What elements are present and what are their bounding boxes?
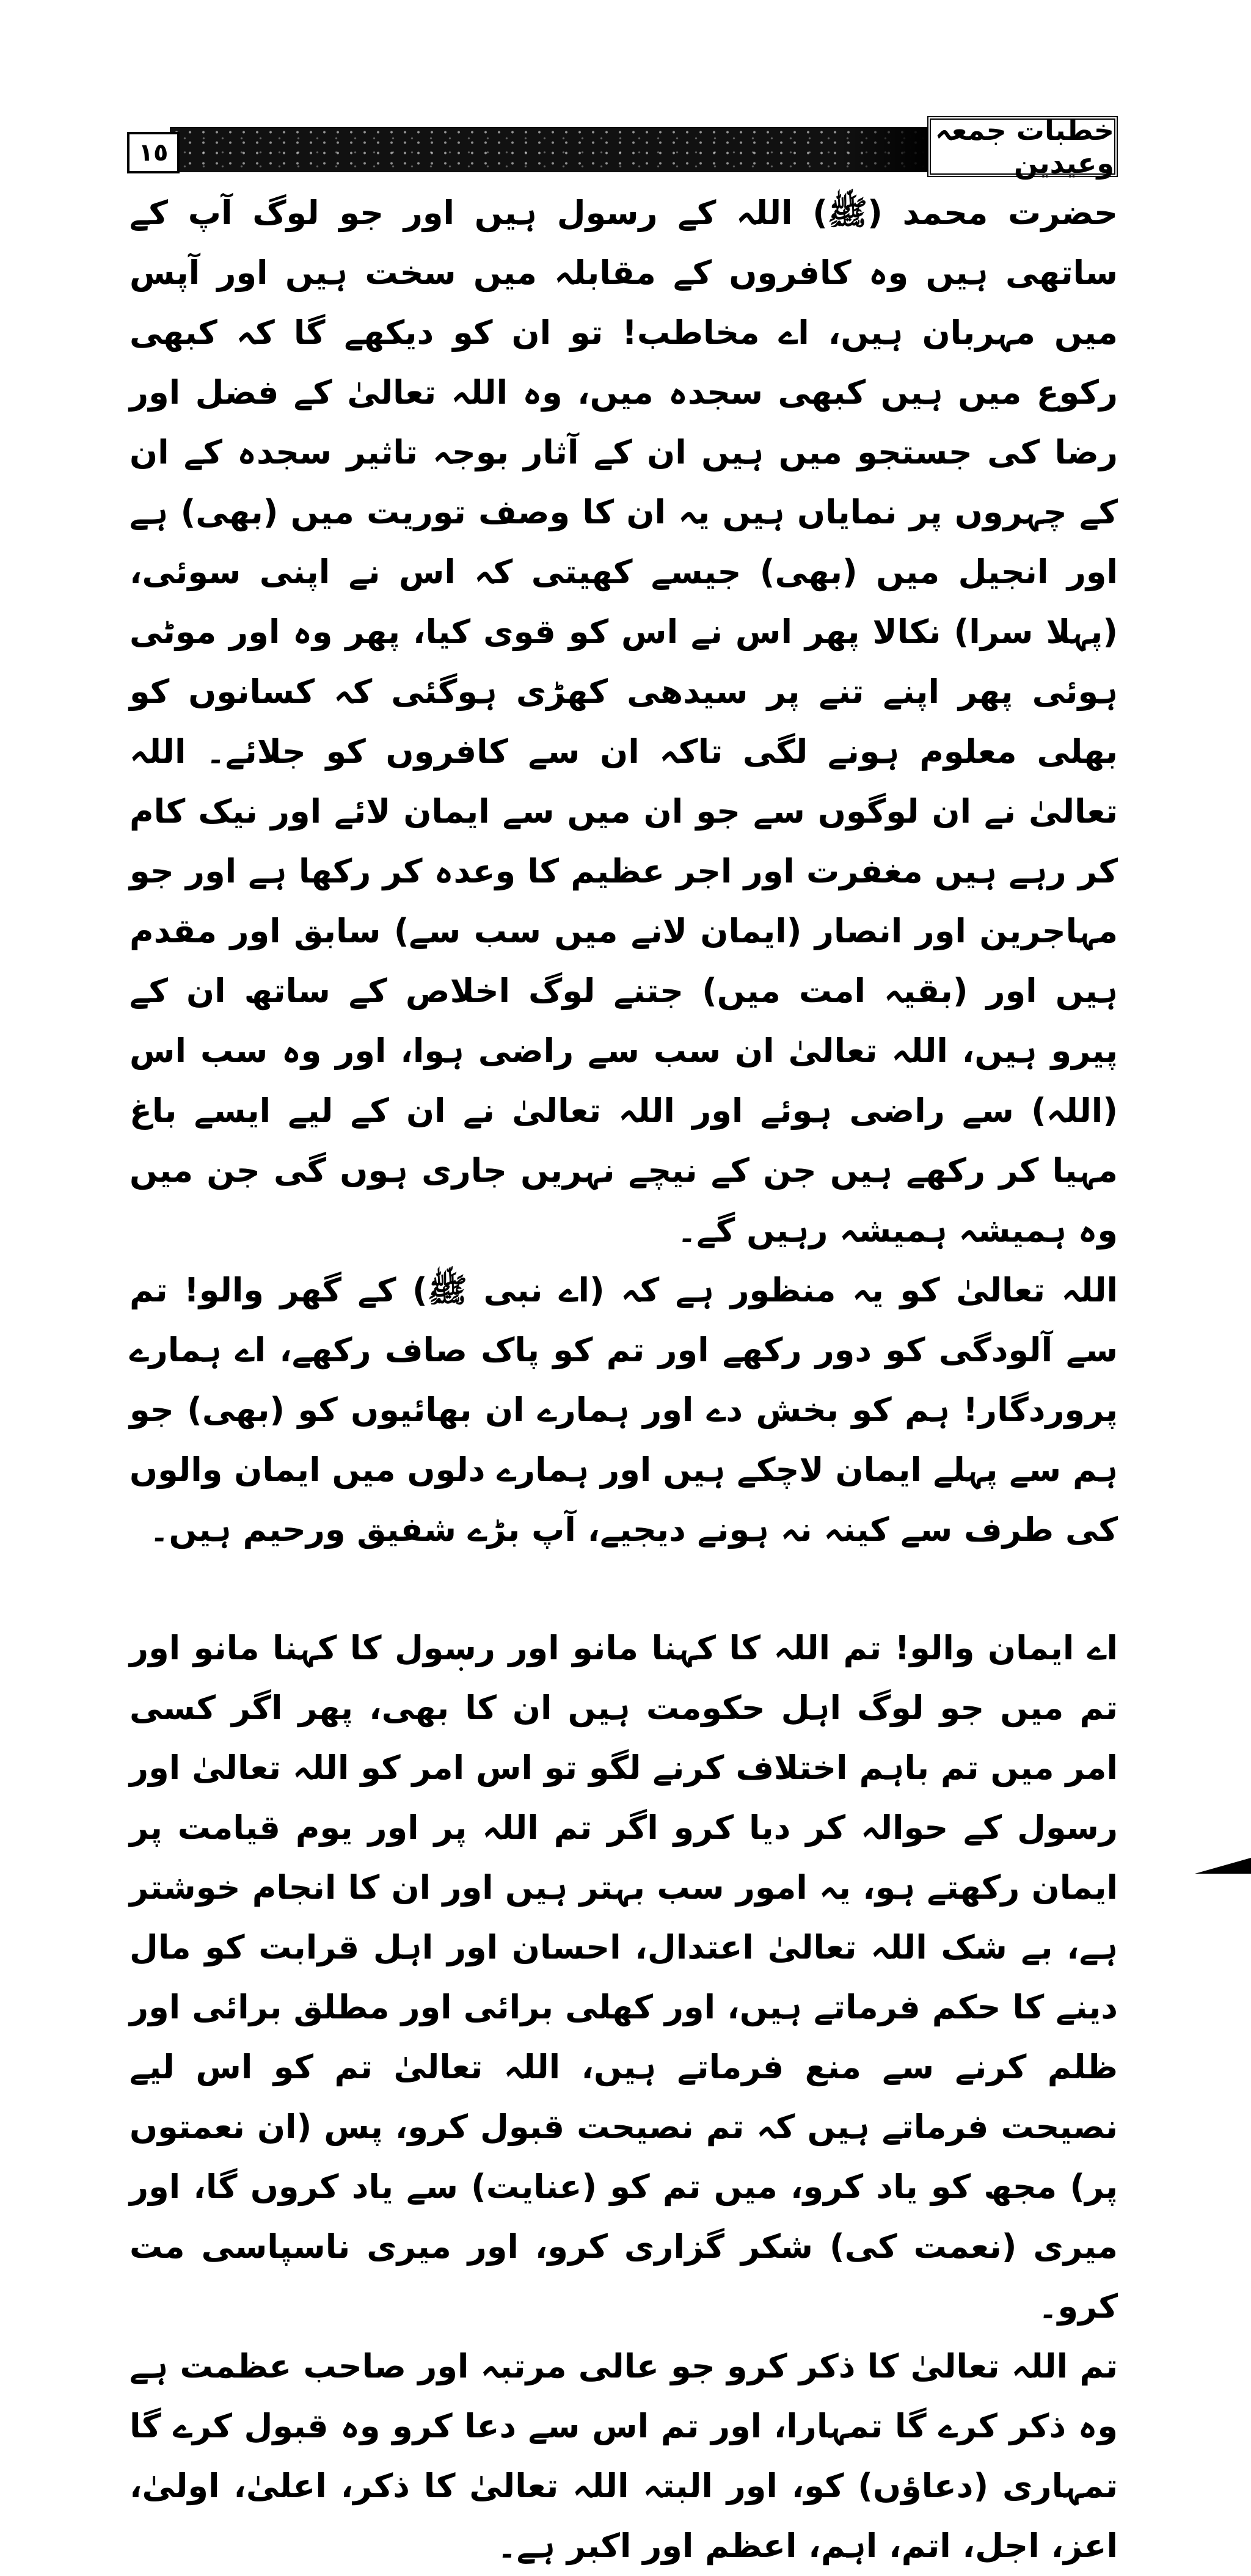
paragraph-3: اے ایمان والو! تم اللہ کا کہنا مانو اور رسول کا کہنا مانو اور تم میں جو لوگ اہل حکومت ہیں ان کا بھی، پھر اگر کسی امر میں تم باہم اختلاف کرنے لگو تو اس امر کو اللہ تعالیٰ اور رسول کے حوالہ کر دیا کرو اگر تم اللہ پر اور یوم قیامت پر ایمان رکھتے ہو، یہ امور سب بہتر ہیں اور ان کا انجام خوشتر ہے، بے شک اللہ تعالیٰ اعتدال، احسان اور اہل قرابت کو مال دینے کا حکم فرماتے ہیں، اور کھلی برائی اور مطلق برائی اور ظلم کرنے سے منع فرماتے ہیں، اللہ تعالیٰ تم کو اس لیے نصیحت فرماتے ہیں کہ تم نصیحت قبول کرو، پس (ان نعمتوں پر) مجھ کو یاد کرو، میں تم کو (عنایت) سے یاد کروں گا، اور میری (نعمت کی) شکر گزاری کرو، اور میری ناسپاسی مت کرو۔ xyxy=(129,1629,1118,2326)
paragraph-1: حضرت محمد (ﷺ) اللہ کے رسول ہیں اور جو لوگ آپ کے ساتھی ہیں وہ کافروں کے مقابلہ میں سخت ہیں اور آپس میں مہربان ہیں، اے مخاطب! تو ان کو دیکھے گا کہ کبھی رکوع میں ہیں کبھی سجدہ میں، وہ اللہ تعالیٰ کے فضل اور رضا کی جستجو میں ہیں ان کے آثار بوجہ تاثیر سجدہ کے ان کے چہروں پر نمایاں ہیں یہ ان کا وصف توریت میں (بھی) ہے اور انجیل میں (بھی) جیسے کھیتی کہ اس نے اپنی سوئی، (پہلا سرا) نکالا پھر اس نے اس کو قوی کیا، پھر وہ اور موٹی ہوئی پھر اپنے تنے پر سیدھی کھڑی ہوگئی کہ کسانوں کو بھلی معلوم ہونے لگی تاکہ ان سے کافروں کو جلائے۔ اللہ تعالیٰ نے ان لوگوں سے جو ان میں سے ایمان لائے اور نیک کام کر رہے ہیں مغفرت اور اجر عظیم کا وعدہ کر رکھا ہے اور جو مہاجرین اور انصار (ایمان لانے میں سب سے) سابق اور مقدم ہیں اور (بقیہ امت میں) جتنے لوگ اخلاص کے ساتھ ان کے پیرو ہیں، اللہ تعالیٰ ان سب سے راضی ہوا، اور وہ سب اس (اللہ) سے راضی ہوئے اور اللہ تعالیٰ نے ان کے لیے ایسے باغ مہیا کر رکھے ہیں جن کے نیچے نہریں جاری ہوں گی جن میں وہ ہمیشہ ہمیشہ رہیں گے۔ xyxy=(129,194,1118,1250)
book-title: خطبات جمعہ وعیدین xyxy=(927,116,1118,177)
page-body xyxy=(129,183,1118,2576)
ink-speck xyxy=(459,1667,463,1671)
header-decorative-band xyxy=(170,127,927,172)
corner-mark xyxy=(1195,1858,1251,1874)
page-header xyxy=(127,116,1118,187)
paragraph-2: اللہ تعالیٰ کو یہ منظور ہے کہ (اے نبی ﷺ) کے گھر والو! تم سے آلودگی کو دور رکھے اور تم کو پاک صاف رکھے، اے ہمارے پروردگار! ہم کو بخش دے اور ہمارے ان بھائیوں کو (بھی) جو ہم سے پہلے ایمان لاچکے ہیں اور ہمارے دلوں میں ایمان والوں کی طرف سے کینہ نہ ہونے دیجیے، آپ بڑے شفیق ورحیم ہیں۔ xyxy=(129,1271,1118,1549)
page-number: ١٥ xyxy=(127,132,180,173)
paragraph-4: تم اللہ تعالیٰ کا ذکر کرو جو عالی مرتبہ اور صاحب عظمت ہے وہ ذکر کرے گا تمہارا، اور تم اس سے دعا کرو وہ قبول کرے گا تمہاری (دعاؤں) کو، اور البتہ اللہ تعالیٰ کا ذکر، اعلیٰ، اولیٰ، اعز، اجل، اتم، اہم، اعظم اور اکبر ہے۔ xyxy=(129,2347,1118,2565)
